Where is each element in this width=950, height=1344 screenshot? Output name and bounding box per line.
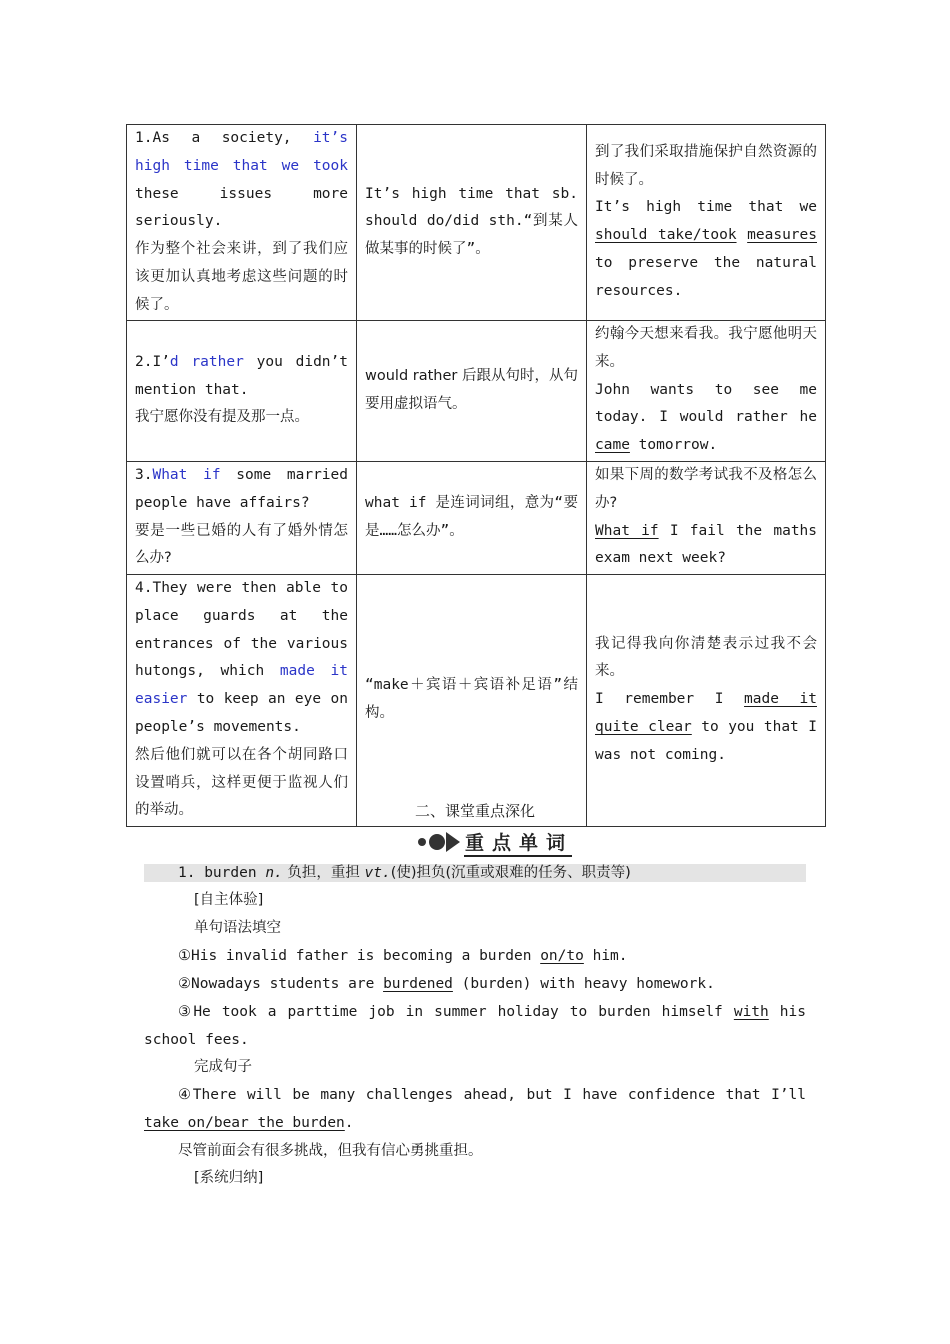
banner-char: 词 — [545, 828, 572, 857]
spacer — [737, 227, 748, 243]
practice-text: I remember I — [595, 691, 745, 708]
banner-title — [464, 828, 572, 857]
label-complete-sentence: 完成句子 — [194, 1059, 252, 1075]
answer-blank: on/to — [540, 948, 584, 964]
word-definition: 负担，重担 — [282, 865, 365, 881]
table-row — [127, 320, 826, 461]
explanation-text: It’s high time that sb. should do/did sth.“到某人做某事的时候了”。 — [365, 185, 578, 258]
example-sentence-cell — [127, 320, 357, 461]
sentence-text: 4.They were then able to place guards at the entrances of the various hutongs, which — [135, 579, 348, 680]
answer-blank: came — [595, 437, 630, 454]
exercise-3 — [178, 1002, 806, 1022]
arrow-icon — [446, 832, 460, 852]
highlighted-phrase: it’s high time that we took — [135, 130, 348, 174]
highlighted-phrase: d rather — [169, 353, 244, 370]
exercise-1 — [178, 946, 628, 966]
translation-text: 我宁愿你没有提及那一点。 — [135, 409, 309, 426]
exercise-text: ③He took a parttime job in summer holiday to burden himself — [178, 1004, 734, 1020]
example-sentence-cell — [127, 125, 357, 321]
explanation-cell — [357, 574, 587, 826]
sentence-pattern-table — [126, 124, 826, 827]
answer-blank: take on/bear the burden — [144, 1115, 345, 1131]
answer-blank: should take/took — [595, 227, 737, 244]
practice-cell — [587, 574, 826, 826]
highlighted-phrase: What if — [152, 466, 221, 483]
small-dot-icon — [418, 838, 426, 846]
banner-char: 点 — [491, 828, 518, 857]
answer-blank: What if — [595, 522, 659, 539]
practice-cell — [587, 461, 826, 574]
table-row — [127, 461, 826, 574]
exercise-text: ②Nowadays students are — [178, 976, 384, 992]
word-headword: 1. burden — [178, 865, 266, 881]
sentence-text: these issues more seriously. — [135, 185, 348, 230]
part-of-speech: n. — [265, 865, 283, 881]
sentence-text: you didn’t mention that. — [135, 353, 348, 398]
exercise-text: his — [768, 1004, 806, 1020]
exercise-4: ④There will be many challenges ahead, but I have confidence that I’ll — [178, 1087, 806, 1103]
practice-cn: 如果下周的数学考试我不及格怎么办? — [595, 466, 817, 511]
sentence-text: 3. — [135, 466, 153, 483]
sentence-text: 2.I’ — [135, 353, 170, 370]
exercise-text: (burden) with heavy homework. — [452, 976, 715, 992]
banner-char: 重 — [464, 828, 491, 857]
label-fill-blank: 单句语法填空 — [194, 920, 281, 936]
table-row — [127, 574, 826, 826]
practice-text: John wants to see me today. I would rather he — [595, 381, 817, 426]
practice-cell — [587, 320, 826, 461]
exercise-2 — [178, 974, 715, 994]
exercise-text: ①His invalid father is becoming a burden — [178, 948, 541, 964]
section-title: 二、课堂重点深化 — [414, 802, 535, 820]
answer-blank: made it — [744, 691, 817, 708]
answer-blank: measures — [747, 227, 817, 244]
exercise-4-answer — [144, 1113, 354, 1133]
label-summary: [系统归纳] — [194, 1170, 264, 1186]
table-row — [127, 125, 826, 321]
explanation-text: “make＋宾语＋宾语补足语”结构。 — [365, 677, 578, 722]
practice-text: I fail the maths exam next week? — [595, 522, 818, 567]
exercise-4-translation: 尽管前面会有很多挑战，但我有信心勇挑重担。 — [178, 1143, 483, 1159]
sentence-text: to keep an eye on people’s movements. — [135, 691, 348, 735]
key-words-banner — [418, 827, 572, 857]
practice-cn: 到了我们采取措施保护自然资源的时候了。 — [595, 143, 817, 188]
example-sentence-cell — [127, 574, 357, 826]
banner-char: 单 — [518, 828, 545, 857]
explanation-cell — [357, 461, 587, 574]
explanation-text: what if 是连词词组，意为“要是……怎么办”。 — [365, 494, 578, 539]
sentence-text: some married people have affairs? — [135, 466, 348, 511]
word-definition: (使)担负(沉重或艰难的任务、职责等) — [390, 865, 631, 881]
practice-cell — [587, 125, 826, 321]
answer-blank: quite clear — [595, 718, 692, 735]
label-self-practice: [自主体验] — [194, 892, 264, 908]
practice-text: to preserve the natural resources. — [595, 255, 817, 299]
example-sentence-cell — [127, 461, 357, 574]
sentence-text: 1.As a society, — [135, 130, 314, 146]
translation-text: 要是一些已婚的人有了婚外情怎么办? — [135, 522, 348, 567]
practice-text: It’s high time that we — [595, 199, 817, 216]
answer-blank: burdened — [383, 976, 453, 992]
translation-text: 作为整个社会来讲，到了我们应该更加认真地考虑这些问题的时候了。 — [135, 241, 348, 313]
highlighted-phrase: made it easier — [135, 663, 348, 708]
exercise-3-cont: school fees. — [144, 1032, 249, 1048]
practice-cn: 我记得我向你清楚表示过我不会来。 — [595, 635, 817, 680]
practice-text: to you that I was not coming. — [595, 718, 817, 763]
practice-text: tomorrow. — [629, 437, 718, 454]
exercise-text: . — [344, 1115, 354, 1131]
word-entry — [144, 864, 806, 882]
practice-cn: 约翰今天想来看我。我宁愿他明天来。 — [595, 326, 817, 370]
translation-text: 然后他们就可以在各个胡同路口设置哨兵，这样更便于监视人们的举动。 — [135, 746, 348, 819]
part-of-speech: vt. — [364, 865, 391, 881]
explanation-cell — [357, 320, 587, 461]
exercise-text: him. — [583, 948, 628, 964]
explanation-cell — [357, 125, 587, 321]
large-dot-icon — [429, 834, 445, 850]
explanation-text: would rather 后跟从句时，从句要用虚拟语气。 — [365, 367, 578, 412]
answer-blank: with — [733, 1004, 769, 1020]
